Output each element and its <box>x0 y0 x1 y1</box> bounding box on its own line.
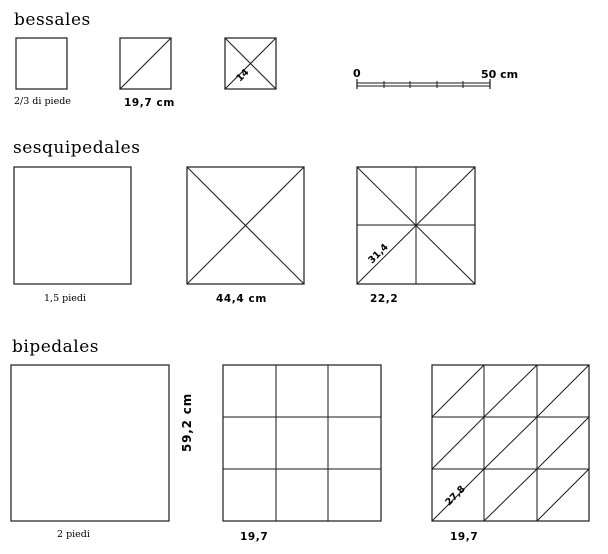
bipedales-grid-caption: 19,7 <box>240 531 269 543</box>
scale-bar <box>357 79 490 89</box>
bipedales-plain-square <box>11 365 169 521</box>
bessales-caption-feet: 2/3 di piede <box>14 96 71 107</box>
bipedales-heading: bipedales <box>12 337 100 357</box>
scale-bar-end-label: 50 cm <box>481 68 519 81</box>
bessales-cross-square <box>225 38 276 89</box>
bipedales-grid-square <box>223 365 381 521</box>
sesquipedales-caption-feet: 1,5 piedi <box>44 293 86 304</box>
bipedales-diagonal-label: 27,8 <box>443 483 468 509</box>
bessales-diagonal-label: 14 <box>234 66 252 85</box>
bessales-caption-cm: 19,7 cm <box>124 97 175 109</box>
bessales-heading: bessales <box>14 10 91 30</box>
bipedales-caption-feet: 2 piedi <box>57 529 90 540</box>
sesquipedales-quartered-square <box>357 167 475 284</box>
sesquipedales-cross-square <box>187 167 304 284</box>
bipedales-side-label: 59,2 cm <box>180 392 194 452</box>
bipedales-diagonal-grid-caption: 19,7 <box>450 531 479 543</box>
bessales-plain-square <box>16 38 67 89</box>
bessales-diagonal-square <box>120 38 171 89</box>
scale-bar-start-label: 0 <box>353 67 361 80</box>
sesquipedales-heading: sesquipedales <box>13 138 141 158</box>
sesquipedales-caption-half: 22,2 <box>370 293 399 305</box>
sesquipedales-diagonal-label: 31,4 <box>366 241 391 267</box>
sesquipedales-caption-cm: 44,4 cm <box>216 293 267 305</box>
sesquipedales-plain-square <box>14 167 131 284</box>
